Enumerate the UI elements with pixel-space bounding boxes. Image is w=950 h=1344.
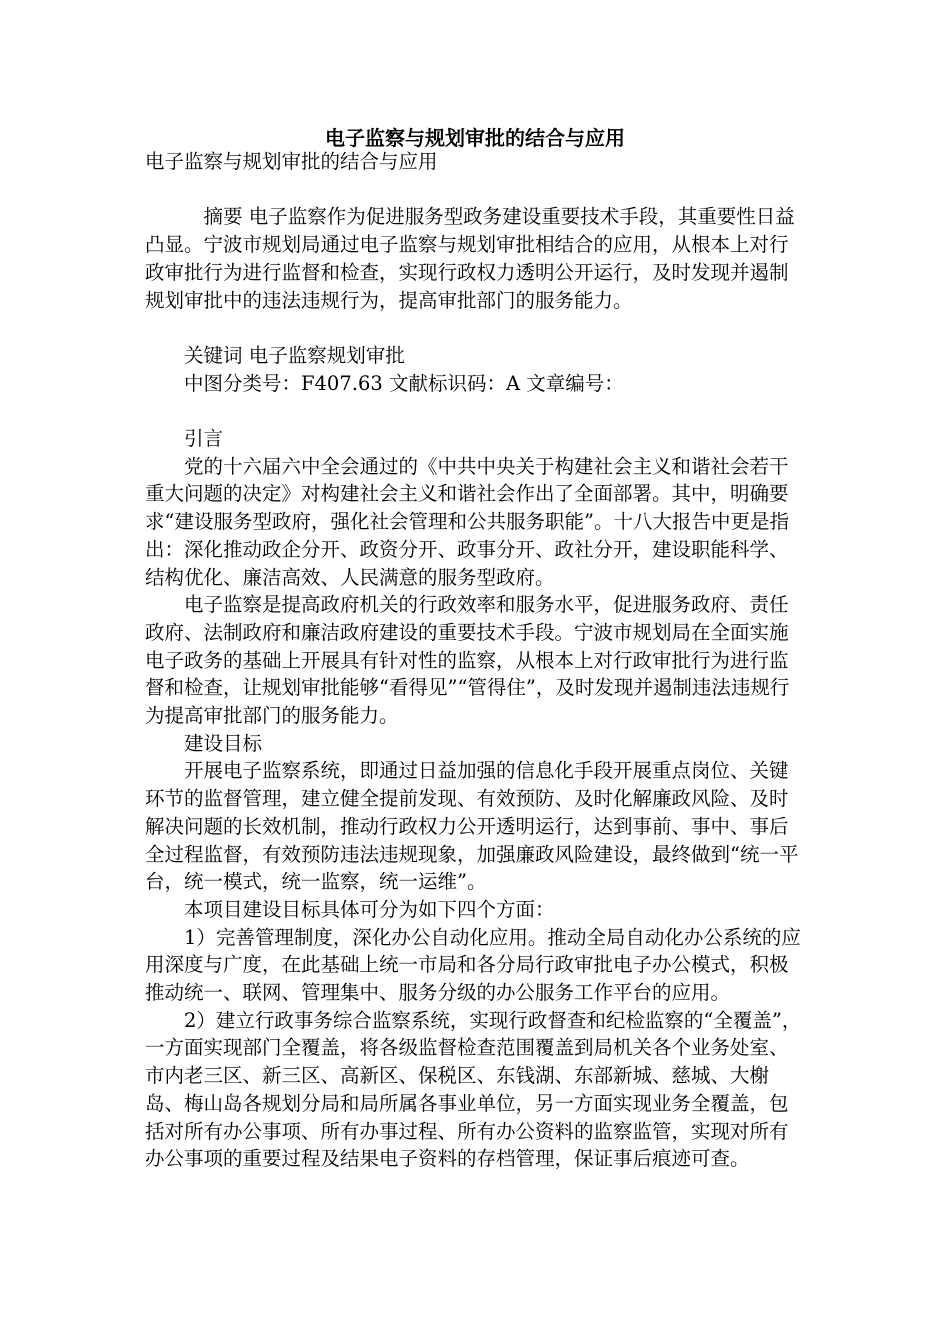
intro-heading: 引言 bbox=[184, 426, 224, 450]
classification-line: 中图分类号：F407.63 文献标识码：A 文章编号： bbox=[184, 371, 624, 395]
document-title: 电子监察与规划审批的结合与应用 bbox=[325, 126, 625, 150]
spacer bbox=[145, 397, 805, 425]
goal-item-1: 1）完善管理制度，深化办公自动化应用。推动全局自动化办公系统的应用深度与广度，在此基础上统一市局和各分局行政审批电子办公模式，积极推动统一、联网、管理集中、服务分级的办公服务工作平台的应用。 bbox=[145, 925, 801, 1005]
abstract-paragraph: 摘要 电子监察作为促进服务型政务建设重要技术手段，其重要性日益凸显。宁波市规划局通过电子监察与规划审批相结合的应用，从根本上对行政审批行为进行监督和检查，实现行政权力透明公开运行，及时发现并遏制规划审批中的违法违规行为，提高审批部门的服务能力。 bbox=[145, 205, 795, 312]
intro-paragraph-1: 党的十六届六中全会通过的《中共中央关于构建社会主义和谐社会若干重大问题的决定》对构建社会主义和谐社会作出了全面部署。其中，明确要求“建设服务型政府，强化社会管理和公共服务职能”。十八大报告中更是指出：深化推动政企分开、政资分开、政事分开、政社分开，建设职能科学、结构优化、廉洁高效、人民满意的服务型政府。 bbox=[145, 454, 789, 589]
intro-paragraph-2: 电子监察是提高政府机关的行政效率和服务水平，促进服务政府、责任政府、法制政府和廉洁政府建设的重要技术手段。宁波市规划局在全面实施电子政务的基础上开展具有针对性的监察，从根本上对行政审批行为进行监督和检查，让规划审批能够“看得见”“管得住”，及时发现并遏制违法违规行为提高审批部门的服务能力。 bbox=[145, 593, 790, 728]
keywords-line: 关键词 电子监察规划审批 bbox=[184, 343, 405, 367]
document-subtitle: 电子监察与规划审批的结合与应用 bbox=[145, 150, 438, 173]
goal-paragraph-1: 开展电子监察系统，即通过日益加强的信息化手段开展重点岗位、关键环节的监督管理，建立健全提前发现、有效预防、及时化解廉政风险、及时解决问题的长效机制，推动行政权力公开透明运行，达到事前、事中、事后全过程监督，有效预防违法违规现象，加强廉政风险建设，最终做到“统一平台，统一模式，统一监察，统一运维”。 bbox=[145, 759, 799, 894]
goal-heading: 建设目标 bbox=[184, 731, 263, 755]
spacer bbox=[145, 176, 805, 204]
document-body bbox=[145, 148, 805, 1173]
spacer bbox=[145, 314, 805, 342]
goal-item-2: 2）建立行政事务综合监察系统，实现行政督查和纪检监察的“全覆盖”， 一方面实现部门全覆盖，将各级监督检查范围覆盖到局机关各个业务处室、市内老三区、新三区、高新区、保税区、东钱湖、东部新城、慈城、大榭岛、梅山岛各规划分局和局所属各事业单位，另一方面实现业务全覆盖，包括对所有办公事项、所有办事过程、所有办公资料的监察监管，实现对所有办公事项的重要过程及结果电子资料的存档管理，保证事后痕迹可查。 bbox=[145, 1008, 802, 1171]
goal-paragraph-2: 本项目建设目标具体可分为如下四个方面： bbox=[184, 897, 555, 921]
